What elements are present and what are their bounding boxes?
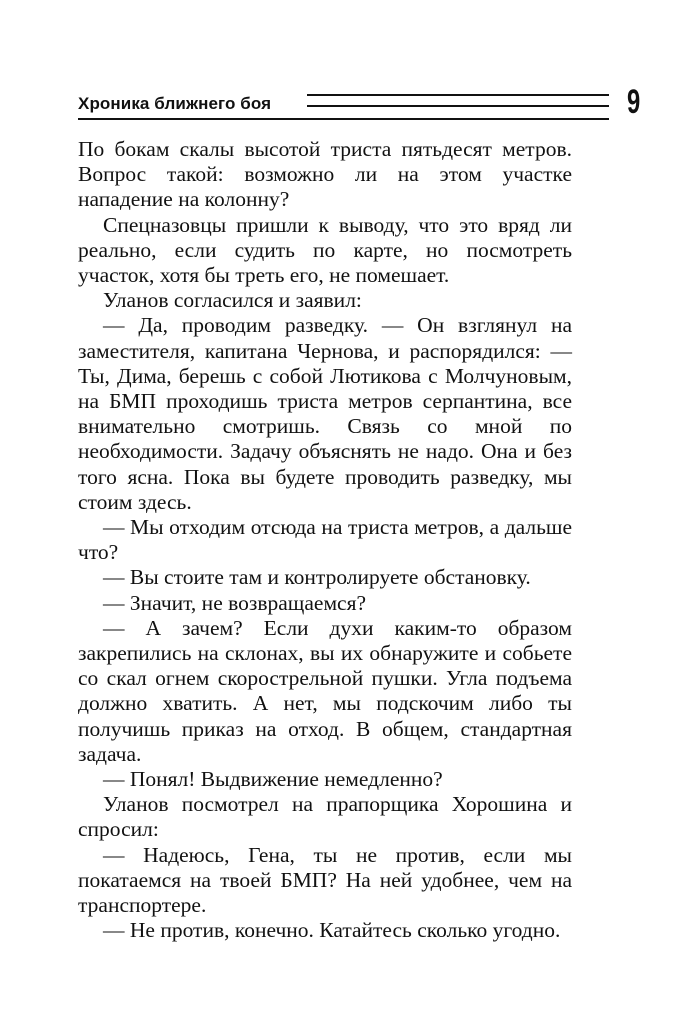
paragraph: — А зачем? Если духи каким-то образом закрепились на склонах, вы их обнаружите и собьете со скал огнем скорострельной пушки. Угла подъема должно хватить. А нет, мы подскочим либо ты получишь приказ на отход. В общем, стандартная задача. — [78, 615, 572, 766]
paragraph: — Понял! Выдвижение немедленно? — [103, 767, 443, 792]
paragraph: Уланов согласился и заявил: — [103, 288, 362, 313]
header-rule-bottom — [78, 118, 609, 120]
paragraph: Спецназовцы пришли к выводу, что это вряд ли реально, если судить по карте, но посмотреть участок, хотя бы треть его, не помешает. — [78, 212, 572, 288]
paragraph: — Надеюсь, Гена, ты не против, если мы покатаемся на твоей БМП? На ней удобнее, чем на транспортере. — [78, 842, 572, 918]
paragraph: — Да, проводим разведку. — Он взглянул на заместителя, капитана Чернова, и распорядился: — Ты, Дима, берешь с собой Лютикова с Молчуновым, на БМП проходишь триста метров серпантина, все внимательно смотришь. Связь со мной по необходимости. Задачу объяснять не надо. Она и без того ясна. Пока вы будете проводить разведку, мы стоим здесь. — [78, 313, 572, 514]
paragraph: — Мы отходим отсюда на триста метров, а дальше что? — [78, 515, 572, 565]
paragraph: — Вы стоите там и контролируете обстановку. — [103, 565, 531, 590]
body-text — [78, 137, 572, 944]
running-header — [78, 83, 641, 124]
page-number: 9 — [627, 83, 641, 121]
paragraph: По бокам скалы высотой триста пятьдесят метров. Вопрос такой: возможно ли на этом участке нападение на колонну? — [78, 137, 572, 212]
paragraph: — Не против, конечно. Катайтесь сколько угодно. — [103, 918, 561, 943]
header-rule-middle — [307, 105, 609, 107]
running-header-title: Хроника ближнего боя — [78, 94, 272, 113]
paragraph: — Значит, не возвращаемся? — [103, 590, 367, 615]
header-rule-top — [307, 94, 609, 96]
paragraph: Уланов посмотрел на прапорщика Хорошина и спросил: — [78, 792, 572, 842]
